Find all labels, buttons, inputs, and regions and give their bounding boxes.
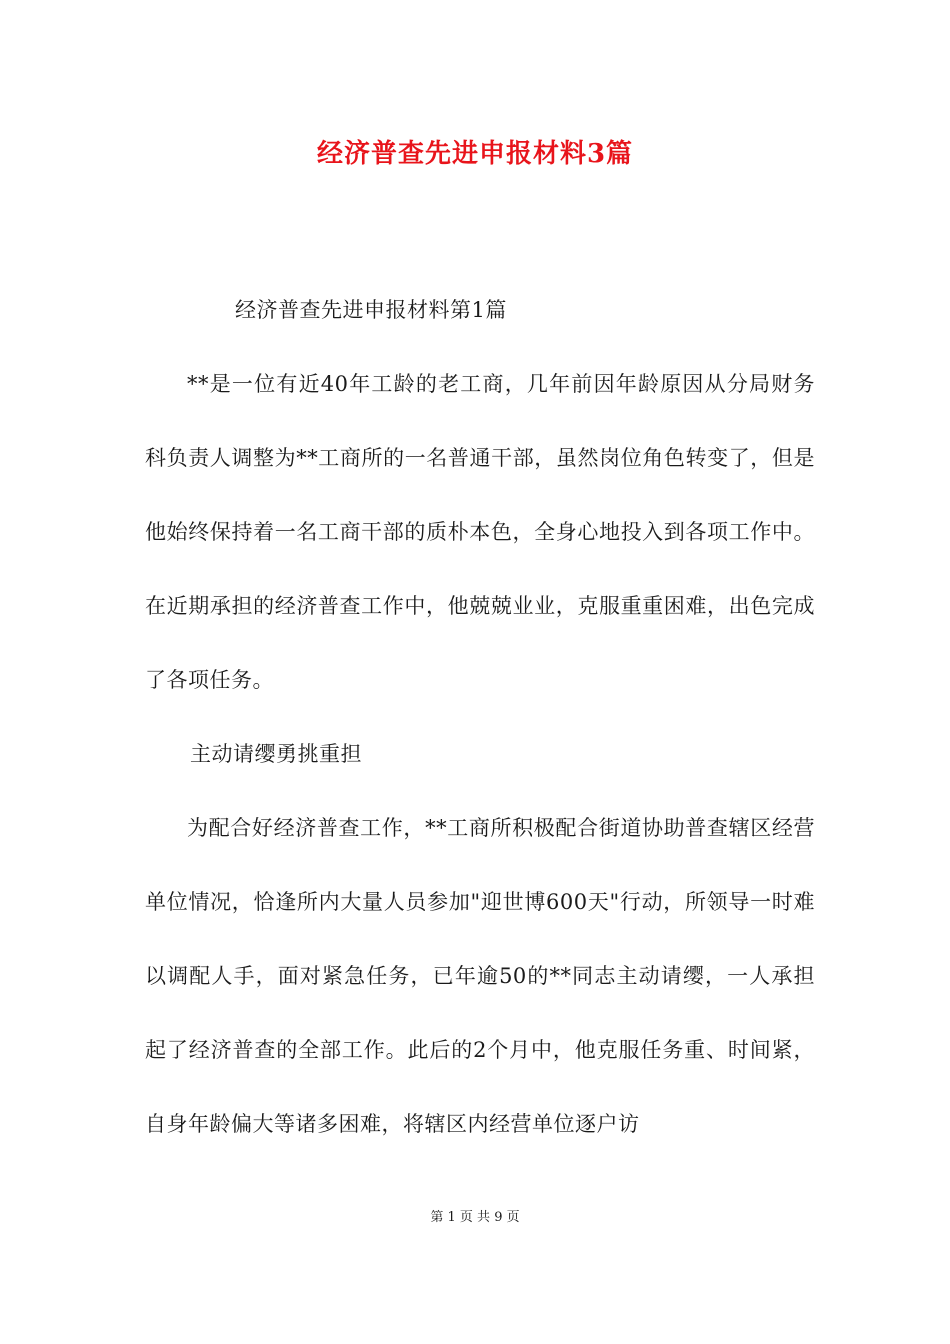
section-heading: 经济普查先进申报材料第1篇 — [235, 298, 507, 322]
page-number: 第 1 页 共 9 页 — [430, 1210, 520, 1225]
body-paragraph: 为配合好经济普查工作，**工商所积极配合街道协助普查辖区经营单位情况，恰逢所内大量人员参加"迎世博600天"行动，所领导一时难以调配人手，面对紧急任务，已年逾50的**同志主动请缨，一人承担起了经济普查的全部工作。此后的2个月中，他克服任务重、时间紧，自身年龄偏大等诸多困难，将辖区内经营单位逐户访 — [145, 816, 815, 1136]
body-paragraph: **是一位有近40年工龄的老工商，几年前因年龄原因从分局财务科负责人调整为**工商所的一名普通干部，虽然岗位角色转变了，但是他始终保持着一名工商干部的质朴本色，全身心地投入到各项工作中。在近期承担的经济普查工作中，他兢兢业业，克服重重困难，出色完成了各项任务。 — [145, 372, 815, 692]
sub-heading: 主动请缨勇挑重担 — [190, 742, 362, 766]
document-body — [145, 273, 815, 1161]
page-footer — [0, 1208, 950, 1228]
document-title: 经济普查先进申报材料3篇 — [316, 139, 634, 169]
